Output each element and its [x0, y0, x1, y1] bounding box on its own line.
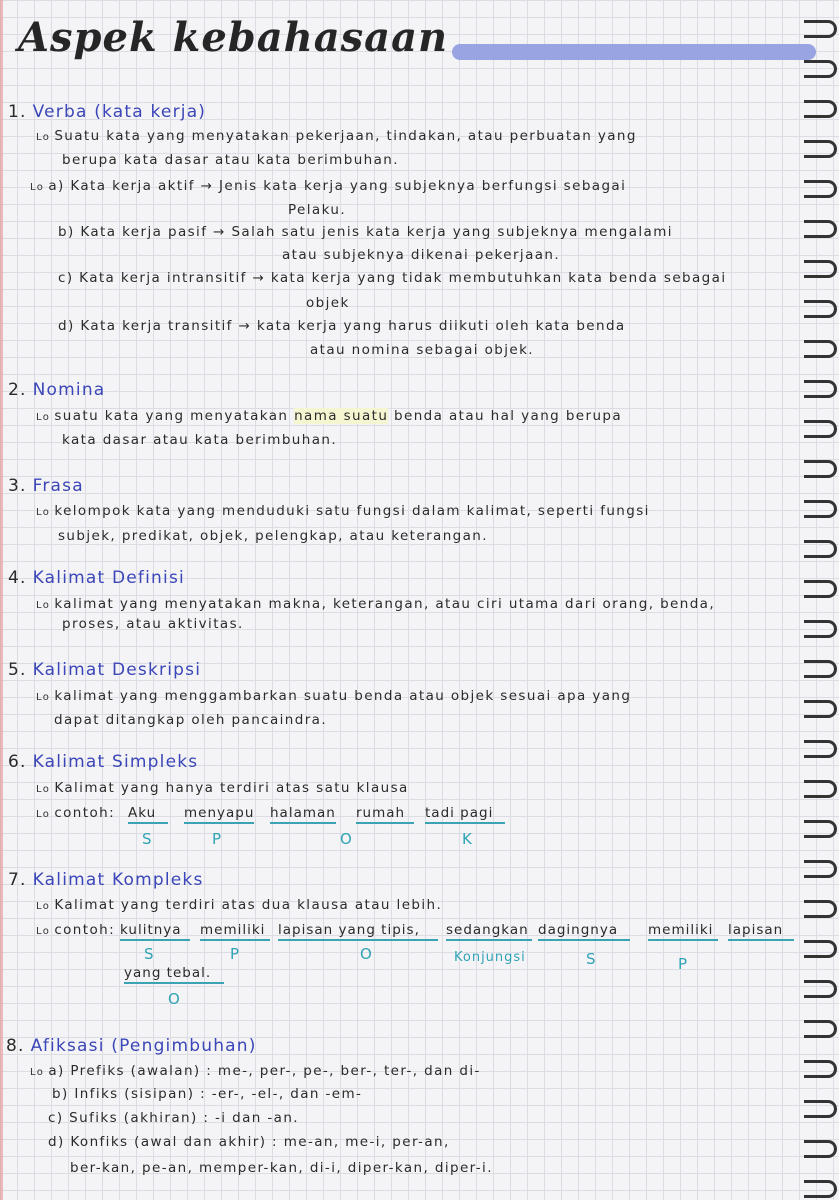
section-title: Frasa: [32, 476, 84, 496]
function-label: S: [586, 950, 597, 968]
spiral-ring: [804, 140, 837, 158]
spiral-ring: [804, 740, 837, 758]
spiral-ring: [804, 220, 837, 238]
section-title: Nomina: [32, 380, 106, 400]
text: suatu kata yang menyatakan: [54, 408, 295, 424]
arrow-icon: Lo: [36, 901, 51, 912]
spiral-ring: [804, 620, 837, 638]
spiral-ring: [804, 380, 837, 398]
text-line: proses, atau aktivitas.: [62, 616, 244, 632]
text-line: dapat ditangkap oleh pancaindra.: [54, 712, 328, 728]
text-line: [36, 688, 631, 704]
example-word: kulitnya: [120, 922, 190, 941]
text: kelompok kata yang menduduki satu fungsi dalam kalimat, seperti fungsi: [54, 503, 650, 519]
arrow-icon: Lo: [30, 182, 45, 193]
example-word: halaman: [270, 805, 336, 824]
spiral-ring: [804, 860, 837, 878]
spiral-ring: [804, 700, 837, 718]
example-word: Aku: [128, 805, 168, 824]
text-line: subjek, predikat, objek, pelengkap, atau keterangan.: [58, 528, 488, 544]
function-label: O: [340, 830, 353, 848]
example-label: [36, 805, 115, 821]
section-title: Kalimat Deskripsi: [32, 660, 202, 680]
spiral-ring: [804, 460, 837, 478]
text: benda atau hal yang berupa: [388, 408, 623, 424]
arrow-icon: Lo: [36, 132, 51, 143]
text: Kalimat yang hanya terdiri atas satu klausa: [54, 780, 409, 796]
section-title: Kalimat Simpleks: [32, 752, 199, 772]
title-highlight: [452, 44, 816, 60]
section-number: 1.: [8, 102, 27, 122]
function-label: S: [142, 830, 153, 848]
page-title: Aspek kebahasaan: [18, 14, 449, 61]
text-line: [36, 780, 409, 796]
section-6-heading: [8, 752, 198, 772]
text-line: [36, 128, 637, 144]
text-line: [30, 178, 626, 194]
spiral-ring: [804, 20, 837, 38]
spiral-ring: [804, 500, 837, 518]
function-label: S: [144, 945, 155, 963]
arrow-icon: Lo: [36, 926, 51, 937]
text: a) Prefiks (awalan) : me-, per-, pe-, ber-, ter-, dan di-: [48, 1063, 481, 1079]
spiral-ring: [804, 540, 837, 558]
example-word: sedangkan: [446, 922, 532, 941]
margin-line: [0, 0, 3, 1200]
spiral-ring: [804, 820, 837, 838]
text-line: c) Sufiks (akhiran) : -i dan -an.: [48, 1110, 299, 1126]
arrow-icon: Lo: [30, 1067, 45, 1078]
spiral-ring: [804, 900, 837, 918]
highlighted-text: nama suatu: [294, 408, 389, 424]
text-line: [36, 897, 442, 913]
section-title: Kalimat Kompleks: [32, 870, 204, 890]
text-line: b) Infiks (sisipan) : -er-, -el-, dan -em-: [52, 1086, 363, 1102]
function-label: Konjungsi: [454, 950, 526, 965]
text-line: kata dasar atau kata berimbuhan.: [62, 432, 338, 448]
section-number: 2.: [8, 380, 27, 400]
text-line: ber-kan, pe-an, memper-kan, di-i, diper-kan, diper-i.: [70, 1160, 493, 1176]
text-line: objek: [306, 295, 350, 311]
section-number: 5.: [8, 660, 27, 680]
spiral-ring: [804, 1020, 837, 1038]
example-label: [36, 922, 115, 938]
spiral-ring: [804, 300, 837, 318]
spiral-ring: [804, 660, 837, 678]
section-title: Afiksasi (Pengimbuhan): [30, 1036, 257, 1056]
section-number: 7.: [8, 870, 27, 890]
section-title: Kalimat Definisi: [32, 568, 185, 588]
spiral-ring: [804, 1060, 837, 1078]
example-word: lapisan: [728, 922, 794, 941]
section-4-heading: [8, 568, 185, 588]
arrow-icon: Lo: [36, 784, 51, 795]
function-label: K: [462, 830, 473, 848]
section-1-heading: [8, 102, 206, 122]
example-word: memiliki: [648, 922, 718, 941]
spiral-ring: [804, 1100, 837, 1118]
text-line: atau nomina sebagai objek.: [310, 342, 534, 358]
text-line: berupa kata dasar atau kata berimbuhan.: [62, 152, 399, 168]
section-8-heading: [6, 1036, 257, 1056]
spiral-ring: [804, 180, 837, 198]
section-number: 6.: [8, 752, 27, 772]
spiral-ring: [804, 1180, 837, 1198]
section-3-heading: [8, 476, 84, 496]
text-line: Pelaku.: [288, 202, 347, 218]
text: Suatu kata yang menyatakan pekerjaan, tindakan, atau perbuatan yang: [54, 128, 637, 144]
example-word: lapisan yang tipis,: [278, 922, 438, 941]
spiral-ring: [804, 60, 837, 78]
text: contoh:: [54, 922, 116, 938]
example-word: dagingnya: [538, 922, 630, 941]
function-label: P: [678, 955, 689, 973]
text-line: [30, 1063, 481, 1079]
function-label: O: [168, 990, 181, 1008]
function-label: P: [230, 945, 241, 963]
text-line: d) Kata kerja transitif → kata kerja yang harus diikuti oleh kata benda: [58, 318, 626, 334]
spiral-ring: [804, 260, 837, 278]
section-number: 3.: [8, 476, 27, 496]
text-line: [36, 503, 650, 519]
example-word: menyapu: [184, 805, 254, 824]
spiral-ring: [804, 420, 837, 438]
arrow-icon: Lo: [36, 809, 51, 820]
arrow-icon: Lo: [36, 507, 51, 518]
arrow-icon: Lo: [36, 600, 51, 611]
section-7-heading: [8, 870, 204, 890]
spiral-ring: [804, 340, 837, 358]
example-word: tadi pagi: [425, 805, 505, 824]
spiral-ring: [804, 940, 837, 958]
section-number: 4.: [8, 568, 27, 588]
text: a) Kata kerja aktif → Jenis kata kerja yang subjeknya berfungsi sebagai: [48, 178, 627, 194]
section-5-heading: [8, 660, 201, 680]
section-2-heading: [8, 380, 105, 400]
example-word: rumah: [356, 805, 414, 824]
example-word: memiliki: [200, 922, 270, 941]
function-label: O: [360, 945, 373, 963]
text: kalimat yang menggambarkan suatu benda atau objek sesuai apa yang: [54, 688, 632, 704]
example-word: yang tebal.: [124, 965, 224, 984]
text-line: [36, 596, 715, 612]
spiral-ring: [804, 780, 837, 798]
text: contoh:: [54, 805, 116, 821]
text: kalimat yang menyatakan makna, keterangan, atau ciri utama dari orang, benda,: [54, 596, 716, 612]
function-label: P: [212, 830, 223, 848]
spiral-ring: [804, 980, 837, 998]
text-line: b) Kata kerja pasif → Salah satu jenis kata kerja yang subjeknya mengalami: [58, 224, 673, 240]
arrow-icon: Lo: [36, 412, 51, 423]
spiral-ring: [804, 1140, 837, 1158]
section-title: Verba (kata kerja): [32, 102, 207, 122]
text-line: c) Kata kerja intransitif → kata kerja yang tidak membutuhkan kata benda sebagai: [58, 270, 727, 286]
text-line: atau subjeknya dikenai pekerjaan.: [282, 247, 561, 263]
text-line: d) Konfiks (awal dan akhir) : me-an, me-i, per-an,: [48, 1134, 450, 1150]
section-number: 8.: [6, 1036, 25, 1056]
arrow-icon: Lo: [36, 692, 51, 703]
spiral-ring: [804, 100, 837, 118]
text: Kalimat yang terdiri atas dua klausa atau lebih.: [54, 897, 443, 913]
spiral-ring: [804, 580, 837, 598]
text-line: [36, 408, 622, 424]
